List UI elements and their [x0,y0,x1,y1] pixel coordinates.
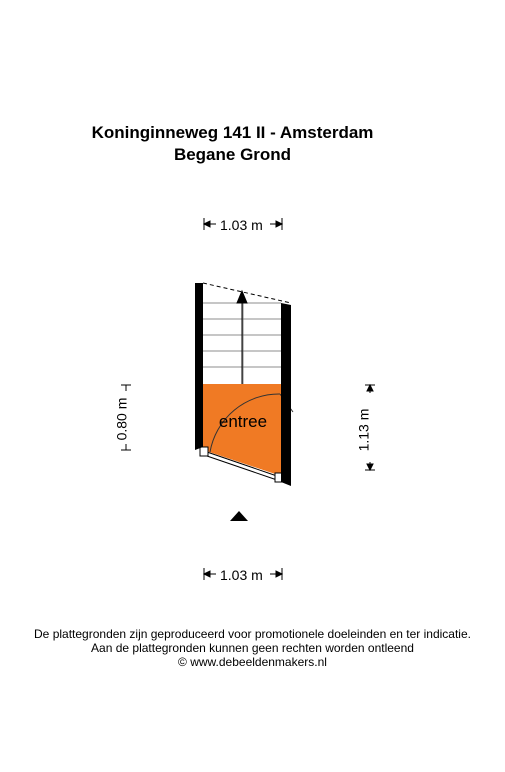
dimension-line-top [204,218,282,230]
wall-left [195,283,203,450]
footer-disclaimer: De plattegronden zijn geproduceerd voor promotionele doeleinden en ter indicatie. [34,627,471,641]
dimension-right-height: 1.13 m [355,408,372,452]
dimension-left-height: 0.80 m [113,397,130,441]
door-frame-left [200,447,208,456]
room-label: entree [218,412,268,431]
dimension-line-left [121,385,131,450]
footer-copyright: © www.debeeldenmakers.nl [178,655,327,669]
footer-rights: Aan de plattegronden kunnen geen rechten worden ontleend [91,641,414,655]
dimension-top-width: 1.03 m [220,217,263,233]
dimension-line-bottom [204,568,282,580]
dimension-line-right [365,385,375,470]
entrance-marker-icon [230,511,248,521]
floor-title: Begane Grond [173,145,292,164]
page-title: Koninginneweg 141 II - Amsterdam [91,123,374,142]
dimension-bottom-width: 1.03 m [220,567,263,583]
wall-right [281,303,291,486]
